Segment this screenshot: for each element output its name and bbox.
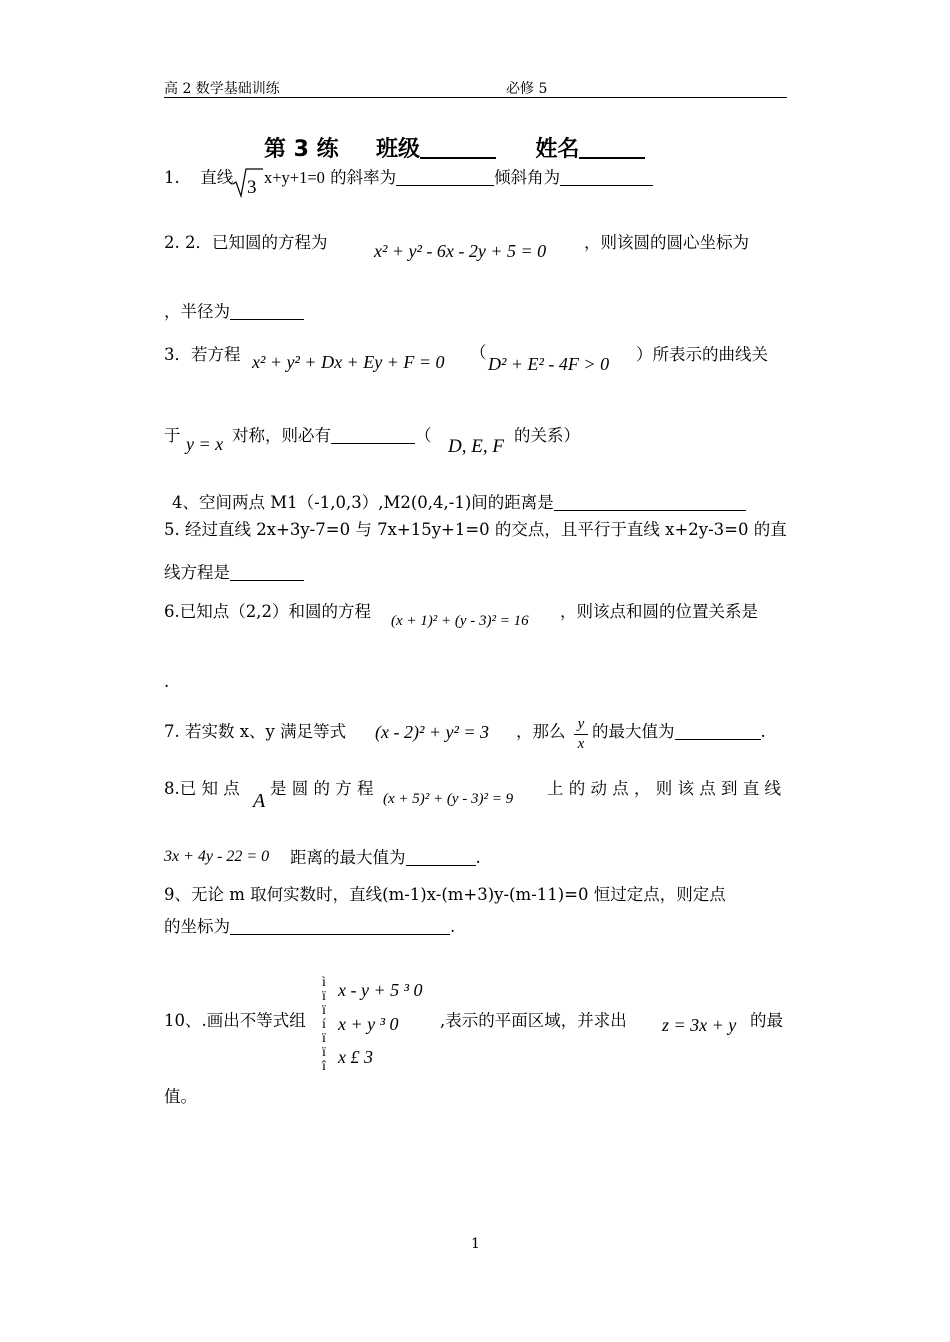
q6-dot: . — [164, 672, 170, 691]
q2-equation: x² + y² - 6x - 2y + 5 = 0 — [374, 241, 547, 261]
page-title — [264, 132, 645, 163]
q5-line2: 线方程是 — [164, 563, 304, 583]
question-7: 7. 若实数 x、y 满足等式 — [164, 722, 347, 741]
q2-text: ，则该圆的圆心坐标为 — [584, 233, 749, 252]
header-center: 必修 5 — [506, 81, 548, 97]
question-9: 9、无论 m 取何实数时，直线(m-1)x-(m+3)y-(m-11)=0 恒过定点，则定点 — [164, 885, 726, 904]
angle-blank — [560, 169, 653, 186]
system-brace: ì ï ï í ï ï î — [322, 975, 326, 1074]
q10-text2: ,表示的平面区域，并求出 — [440, 1011, 627, 1030]
fixed-point-blank — [230, 918, 450, 935]
class-blank — [420, 141, 496, 159]
q8-line-equation: 3x + 4y - 22 = 0 — [164, 848, 270, 865]
question-5: 5. 经过直线 2x+3y-7=0 与 7x+15y+1=0 的交点，且平行于直线 x+2y-3=0 的直 — [164, 520, 787, 539]
max-blank — [675, 723, 761, 740]
q10-objective: z = 3x + y — [662, 1015, 737, 1035]
q3-condition: D² + E² - 4F > 0 — [488, 354, 610, 374]
question-1: 1. 直线 — [164, 168, 234, 187]
header-rule — [164, 97, 787, 98]
title-prefix: 第 3 练 — [264, 137, 339, 162]
q3-line2c: 的关系） — [514, 426, 580, 445]
header-left: 高 2 数学基础训练 — [164, 81, 280, 97]
line-eq-blank — [230, 564, 304, 581]
q3-text2: ）所表示的曲线关 — [636, 345, 768, 364]
radius-blank — [230, 303, 304, 320]
q10-line2: 值。 — [164, 1087, 197, 1106]
q3-line2a: 于 — [164, 426, 181, 445]
relation-blank — [331, 427, 415, 444]
name-blank — [579, 141, 645, 159]
q3-equation: x² + y² + Dx + Ey + F = 0 — [252, 352, 445, 372]
q6-text2: ，则该点和圆的位置关系是 — [560, 602, 758, 621]
distance-blank — [554, 494, 746, 511]
question-4: 4、空间两点 M1（-1,0,3）,M2(0,4,-1)间的距离是 — [172, 493, 746, 513]
q8-equation: (x + 5)² + (y - 3)² = 9 — [383, 791, 514, 807]
question-3: 3．若方程 — [164, 345, 241, 364]
question-6: 6.已知点（2,2）和圆的方程 — [164, 602, 371, 621]
y-over-x-fraction: y x — [574, 716, 588, 753]
question-8: 8.已 知 点 — [164, 779, 240, 798]
inequality-2: x + y ³ 0 — [338, 1014, 399, 1034]
q8-text3: 上 的 动 点 ， 则 该 点 到 直 线 — [547, 779, 781, 798]
q3-eq2: y = x — [186, 434, 224, 454]
q2-line2: ，半径为 — [164, 302, 304, 322]
q8-text4: 距离的最大值为 . — [290, 848, 481, 867]
q1-equation: x+y+1=0 — [264, 168, 325, 187]
q6-equation: (x + 1)² + (y - 3)² = 16 — [391, 613, 529, 629]
question-2: 2. 2．已知圆的方程为 — [164, 233, 328, 252]
point-a: A — [253, 790, 266, 812]
q3-vars: D, E, F — [448, 436, 504, 457]
inequality-3: x £ 3 — [338, 1047, 373, 1067]
q7-text3: 的最大值为 . — [592, 722, 766, 741]
name-label: 姓名 — [535, 137, 580, 162]
q10-text3: 的最 — [750, 1011, 783, 1030]
max-distance-blank — [406, 849, 476, 866]
q7-equation: (x - 2)² + y² = 3 — [375, 722, 490, 742]
q7-text2: ，那么 — [516, 722, 566, 741]
inequality-1: x - y + 5 ³ 0 — [338, 980, 423, 1000]
class-label: 班级 — [375, 137, 420, 162]
page-number: 1 — [471, 1236, 480, 1252]
q3-line2b: 对称，则必有 （ — [232, 426, 432, 445]
slope-blank — [396, 169, 494, 186]
q3-paren: （ — [470, 343, 487, 362]
q9-line2: 的坐标为 . — [164, 917, 456, 936]
radicand: 3 — [247, 177, 257, 198]
question-10: 10、.画出不等式组 — [164, 1011, 306, 1030]
q8-text2: 是 圆 的 方 程 — [270, 779, 374, 798]
